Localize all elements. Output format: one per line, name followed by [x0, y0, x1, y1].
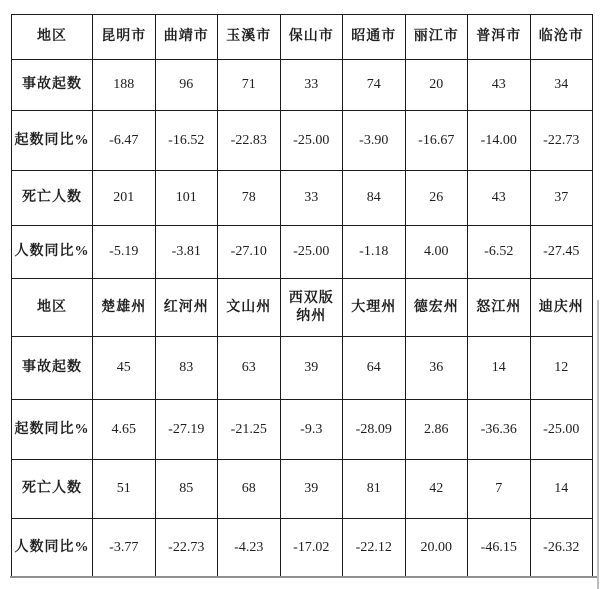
value-cell: 51	[93, 460, 156, 519]
region-name-cell: 西双版纳州	[280, 279, 343, 337]
row-label-cell: 起数同比%	[12, 111, 93, 171]
region-name-cell: 迪庆州	[530, 279, 593, 337]
region-name-cell: 文山州	[218, 279, 281, 337]
row-label-cell: 事故起数	[12, 60, 93, 111]
value-cell: 14	[468, 337, 531, 400]
region-name-cell: 临沧市	[530, 15, 593, 60]
value-cell: -22.12	[343, 519, 406, 578]
value-cell: 39	[280, 337, 343, 400]
region-name-cell: 大理州	[343, 279, 406, 337]
region-name-cell: 普洱市	[468, 15, 531, 60]
row-label-cell: 死亡人数	[12, 171, 93, 226]
value-cell: 33	[280, 60, 343, 111]
row-label-cell: 死亡人数	[12, 460, 93, 519]
value-cell: -4.23	[218, 519, 281, 578]
value-cell: 26	[405, 171, 468, 226]
value-cell: 201	[93, 171, 156, 226]
region-header-row	[12, 279, 593, 337]
value-cell: -22.73	[155, 519, 218, 578]
table-row	[12, 400, 593, 460]
value-cell: -21.25	[218, 400, 281, 460]
value-cell: -3.90	[343, 111, 406, 171]
value-cell: -16.67	[405, 111, 468, 171]
value-cell: -3.81	[155, 226, 218, 279]
region-name-cell: 昭通市	[343, 15, 406, 60]
value-cell: 33	[280, 171, 343, 226]
value-cell: 45	[93, 337, 156, 400]
row-label-cell: 人数同比%	[12, 519, 93, 578]
stats-table-body	[12, 15, 593, 578]
value-cell: -26.32	[530, 519, 593, 578]
accident-stats-table	[11, 14, 593, 578]
value-cell: 96	[155, 60, 218, 111]
value-cell: 101	[155, 171, 218, 226]
value-cell: 4.65	[93, 400, 156, 460]
value-cell: 71	[218, 60, 281, 111]
region-name-cell: 德宏州	[405, 279, 468, 337]
value-cell: -25.00	[280, 111, 343, 171]
region-header-label-cell: 地区	[12, 279, 93, 337]
region-name-cell: 保山市	[280, 15, 343, 60]
value-cell: 85	[155, 460, 218, 519]
value-cell: 14	[530, 460, 593, 519]
value-cell: 34	[530, 60, 593, 111]
value-cell: -36.36	[468, 400, 531, 460]
table-row	[12, 337, 593, 400]
table-row	[12, 111, 593, 171]
value-cell: -3.77	[93, 519, 156, 578]
value-cell: 20.00	[405, 519, 468, 578]
value-cell: 81	[343, 460, 406, 519]
value-cell: 36	[405, 337, 468, 400]
value-cell: 43	[468, 60, 531, 111]
page-right-edge-line	[597, 300, 599, 589]
value-cell: 78	[218, 171, 281, 226]
value-cell: 68	[218, 460, 281, 519]
value-cell: 2.86	[405, 400, 468, 460]
value-cell: 20	[405, 60, 468, 111]
value-cell: -25.00	[280, 226, 343, 279]
value-cell: -6.47	[93, 111, 156, 171]
value-cell: -9.3	[280, 400, 343, 460]
region-header-label-cell: 地区	[12, 15, 93, 60]
table-row	[12, 519, 593, 578]
value-cell: -16.52	[155, 111, 218, 171]
region-name-cell: 红河州	[155, 279, 218, 337]
region-name-cell: 丽江市	[405, 15, 468, 60]
page-bottom-edge-line	[10, 576, 597, 578]
value-cell: -22.83	[218, 111, 281, 171]
value-cell: -14.00	[468, 111, 531, 171]
value-cell: 37	[530, 171, 593, 226]
region-name-cell: 怒江州	[468, 279, 531, 337]
value-cell: -1.18	[343, 226, 406, 279]
value-cell: 74	[343, 60, 406, 111]
value-cell: -5.19	[93, 226, 156, 279]
value-cell: -17.02	[280, 519, 343, 578]
value-cell: -28.09	[343, 400, 406, 460]
value-cell: 7	[468, 460, 531, 519]
value-cell: 83	[155, 337, 218, 400]
table-row	[12, 60, 593, 111]
table-row	[12, 171, 593, 226]
value-cell: -27.45	[530, 226, 593, 279]
row-label-cell: 事故起数	[12, 337, 93, 400]
value-cell: 39	[280, 460, 343, 519]
value-cell: -6.52	[468, 226, 531, 279]
value-cell: 4.00	[405, 226, 468, 279]
value-cell: -46.15	[468, 519, 531, 578]
value-cell: -27.19	[155, 400, 218, 460]
value-cell: 43	[468, 171, 531, 226]
value-cell: -22.73	[530, 111, 593, 171]
row-label-cell: 人数同比%	[12, 226, 93, 279]
value-cell: 64	[343, 337, 406, 400]
region-header-row	[12, 15, 593, 60]
row-label-cell: 起数同比%	[12, 400, 93, 460]
table-row	[12, 226, 593, 279]
region-name-cell: 昆明市	[93, 15, 156, 60]
region-name-cell: 曲靖市	[155, 15, 218, 60]
value-cell: 12	[530, 337, 593, 400]
value-cell: -25.00	[530, 400, 593, 460]
value-cell: 188	[93, 60, 156, 111]
region-name-cell: 玉溪市	[218, 15, 281, 60]
value-cell: 63	[218, 337, 281, 400]
table-row	[12, 460, 593, 519]
region-name-cell: 楚雄州	[93, 279, 156, 337]
value-cell: 42	[405, 460, 468, 519]
value-cell: 84	[343, 171, 406, 226]
value-cell: -27.10	[218, 226, 281, 279]
